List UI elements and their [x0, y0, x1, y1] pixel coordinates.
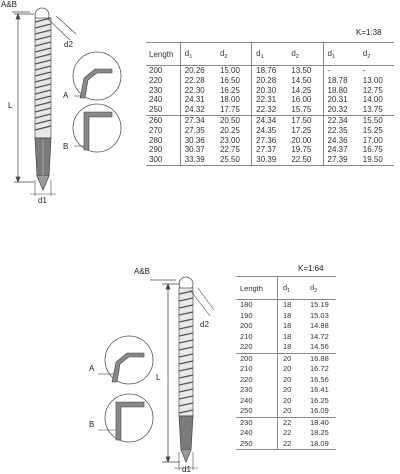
length-cell: 240 — [240, 395, 253, 405]
length-cell: 190 — [240, 310, 253, 320]
bottom-table-row — [236, 300, 336, 311]
value-cell: 27.34 — [180, 115, 216, 125]
value-cell: 20.50 — [216, 115, 252, 125]
top-d2-text: d2 — [64, 40, 73, 49]
bottom-table-row — [236, 406, 336, 417]
length-cell: 290 — [149, 145, 163, 155]
length-cell: 210 — [240, 364, 253, 373]
value-cell: 18.40 — [305, 417, 336, 428]
top-scale: K=1:38 — [356, 28, 382, 37]
bottom-table-row — [236, 396, 336, 407]
value-cell: 24.31 — [180, 95, 216, 105]
value-cell: 22.32 — [252, 105, 288, 115]
value-cell: 20 — [278, 375, 306, 386]
top-header-d1-b: $d_1$ — [252, 43, 288, 66]
length-cell: 250 — [236, 439, 278, 450]
bottom-table-row — [236, 342, 336, 353]
top-ab-label: A&B — [1, 0, 18, 9]
value-cell: 15.50 — [359, 115, 394, 125]
value-cell: 18 — [278, 300, 306, 311]
top-table-row — [146, 105, 394, 115]
value-cell: 22 — [278, 428, 306, 439]
value-cell: 18 — [278, 311, 306, 322]
length-cell: 200 — [240, 321, 253, 330]
bottom-table-row — [236, 364, 336, 375]
value-cell: 13.50 — [291, 66, 312, 75]
value-cell: 19.75 — [291, 145, 312, 155]
value-cell: 16.56 — [310, 374, 329, 384]
bottom-table-row — [236, 353, 336, 364]
value-cell: 24.35 — [252, 126, 288, 136]
value-cell: 20.26 — [180, 66, 216, 76]
length-cell: 280 — [149, 135, 163, 145]
length-cell: 220 — [240, 374, 253, 384]
value-cell: 22 — [278, 439, 306, 450]
value-cell: 24.36 — [323, 136, 359, 146]
bottom-scale: K=1:64 — [298, 264, 324, 273]
value-cell: 22.50 — [287, 155, 323, 165]
value-cell: 22.35 — [323, 126, 359, 136]
value-cell: 20.00 — [291, 135, 312, 145]
value-cell: 19.50 — [359, 155, 394, 165]
value-cell: 16.75 — [362, 145, 383, 155]
value-cell: 22.31 — [252, 95, 288, 105]
bottom-ab-label: A&B — [134, 267, 151, 276]
value-cell: 14.50 — [291, 75, 312, 85]
value-cell: 15.03 — [310, 310, 329, 320]
bottom-header-length: Length — [236, 277, 278, 300]
value-cell: 14.25 — [291, 85, 312, 95]
top-header-d1-a: $d_1$ — [180, 43, 216, 66]
value-cell: 18.76 — [252, 66, 288, 76]
value-cell: 27.36 — [252, 136, 288, 146]
value-cell: 17.75 — [219, 105, 240, 115]
value-cell: 15.00 — [219, 66, 240, 75]
bottom-header-d1: $d_1$ — [278, 277, 306, 300]
bottom-d1-label: d1 — [182, 465, 191, 474]
value-cell: 16.41 — [310, 385, 329, 394]
value-cell: 27.35 — [180, 126, 216, 136]
value-cell: 14.00 — [362, 95, 383, 105]
value-cell: 33.39 — [180, 155, 216, 165]
value-cell: 20.32 — [323, 105, 359, 115]
length-cell: 230 — [240, 385, 253, 394]
bottom-b-label: B — [89, 420, 95, 429]
value-cell: 24.34 — [252, 115, 288, 125]
value-cell: 16.09 — [310, 406, 329, 415]
top-header-d2-a: $d_2$ — [216, 43, 252, 66]
bottom-table-row — [236, 321, 336, 332]
value-cell: 20 — [278, 353, 306, 364]
value-cell: 16.00 — [291, 95, 312, 105]
value-cell: 16.72 — [310, 364, 329, 373]
bottom-l-label: L — [156, 373, 161, 382]
bottom-table-row — [236, 439, 336, 450]
top-table-row — [146, 86, 394, 96]
length-cell: 180 — [240, 300, 253, 309]
length-cell: 300 — [146, 155, 180, 165]
value-cell: 30.39 — [252, 155, 288, 165]
value-cell: 14.56 — [310, 342, 329, 351]
top-detail-b — [73, 104, 121, 152]
value-cell: 20 — [278, 406, 306, 417]
value-cell: 15.25 — [362, 125, 383, 135]
value-cell: 17.25 — [291, 125, 312, 135]
value-cell: 20 — [278, 396, 306, 407]
length-cell: 240 — [149, 95, 163, 105]
value-cell: 18 — [278, 321, 306, 332]
bottom-table-row — [236, 385, 336, 396]
value-cell: - — [323, 66, 359, 76]
bottom-spec-table — [236, 276, 336, 450]
value-cell: 18 — [278, 342, 306, 353]
value-cell: 18.25 — [310, 428, 329, 437]
length-cell: 200 — [236, 353, 278, 364]
value-cell: 16.88 — [305, 353, 336, 364]
value-cell: 20.25 — [219, 125, 240, 135]
length-cell: 250 — [149, 105, 163, 115]
top-d2-label — [64, 40, 73, 49]
length-cell: 240 — [240, 428, 253, 437]
length-cell: 250 — [240, 406, 253, 415]
length-cell: 260 — [146, 115, 180, 125]
length-cell: 220 — [149, 75, 163, 85]
value-cell: 18.00 — [219, 95, 240, 105]
top-table-row — [146, 155, 394, 165]
bottom-d2-label: d2 — [200, 320, 209, 329]
top-table-row — [146, 136, 394, 146]
top-b-label: B — [63, 142, 69, 151]
bottom-drill-body — [179, 288, 193, 462]
value-cell: 13.00 — [362, 75, 383, 85]
top-spec-table — [146, 42, 394, 166]
bottom-detail-a — [98, 336, 153, 384]
value-cell: 18.78 — [323, 76, 359, 86]
bottom-header-d2: $d_2$ — [305, 277, 336, 300]
length-cell: 230 — [236, 417, 278, 428]
top-header-length: Length — [146, 43, 180, 66]
value-cell: 23.00 — [219, 135, 240, 145]
length-cell: 230 — [149, 85, 163, 95]
value-cell: 22.75 — [219, 145, 240, 155]
value-cell: 18.09 — [305, 439, 336, 450]
bottom-table-row — [236, 428, 336, 439]
bottom-d2-dimension — [190, 288, 214, 316]
top-table-row — [146, 115, 394, 125]
value-cell: 14.88 — [310, 321, 329, 330]
value-cell: 20.31 — [323, 95, 359, 105]
bottom-detail-b — [98, 394, 153, 442]
bottom-length-dimension — [162, 284, 180, 462]
value-cell: 15.19 — [310, 300, 329, 309]
value-cell: 30.36 — [180, 136, 216, 146]
bottom-table-row — [236, 332, 336, 343]
bottom-table-header-row — [236, 277, 336, 300]
top-l-label: L — [8, 101, 13, 110]
top-drill-body — [35, 18, 51, 190]
value-cell: 20.30 — [252, 86, 288, 96]
value-cell: 30.37 — [180, 145, 216, 155]
value-cell: - — [362, 66, 366, 75]
length-cell: 220 — [240, 342, 253, 351]
value-cell: 24.32 — [180, 105, 216, 115]
top-header-d2-b: $d_2$ — [287, 43, 323, 66]
value-cell: 27.39 — [323, 155, 359, 165]
top-table-row — [146, 95, 394, 105]
top-table-header-row — [146, 43, 394, 66]
bottom-table-row — [236, 417, 336, 428]
top-header-d2-c: $d_2$ — [359, 43, 394, 66]
value-cell: 12.75 — [362, 85, 383, 95]
value-cell: 14.72 — [310, 331, 329, 341]
length-cell: 270 — [149, 125, 163, 135]
bottom-table-row — [236, 375, 336, 386]
value-cell: 15.75 — [291, 105, 312, 115]
value-cell: 22.28 — [180, 76, 216, 86]
bottom-table-row — [236, 311, 336, 322]
value-cell: 20 — [278, 385, 306, 396]
top-detail-a — [73, 52, 121, 100]
value-cell: 13.75 — [362, 105, 383, 115]
value-cell: 25.50 — [216, 155, 252, 165]
value-cell: 20.28 — [252, 76, 288, 86]
value-cell: 24.37 — [323, 145, 359, 155]
value-cell: 18 — [278, 332, 306, 343]
value-cell: 16.25 — [310, 395, 329, 405]
value-cell: 16.25 — [219, 85, 240, 95]
length-cell: 210 — [240, 331, 253, 341]
bottom-a-label: A — [89, 364, 95, 373]
top-table-row — [146, 76, 394, 86]
value-cell: 17.50 — [287, 115, 323, 125]
value-cell: 22 — [278, 417, 306, 428]
top-a-label: A — [63, 91, 69, 100]
value-cell: 16.50 — [219, 75, 240, 85]
length-cell: 200 — [149, 66, 163, 75]
value-cell: 22.30 — [180, 86, 216, 96]
value-cell: 17.00 — [362, 135, 383, 145]
top-d1-label: d1 — [38, 196, 47, 205]
top-length-dimension — [14, 14, 34, 182]
value-cell: 18.80 — [323, 86, 359, 96]
top-header-d1-c: $d_1$ — [323, 43, 359, 66]
top-table-row — [146, 66, 394, 76]
value-cell: 22.34 — [323, 115, 359, 125]
value-cell: 20 — [278, 364, 306, 375]
top-table-row — [146, 126, 394, 136]
value-cell: 27.37 — [252, 145, 288, 155]
top-table-row — [146, 145, 394, 155]
